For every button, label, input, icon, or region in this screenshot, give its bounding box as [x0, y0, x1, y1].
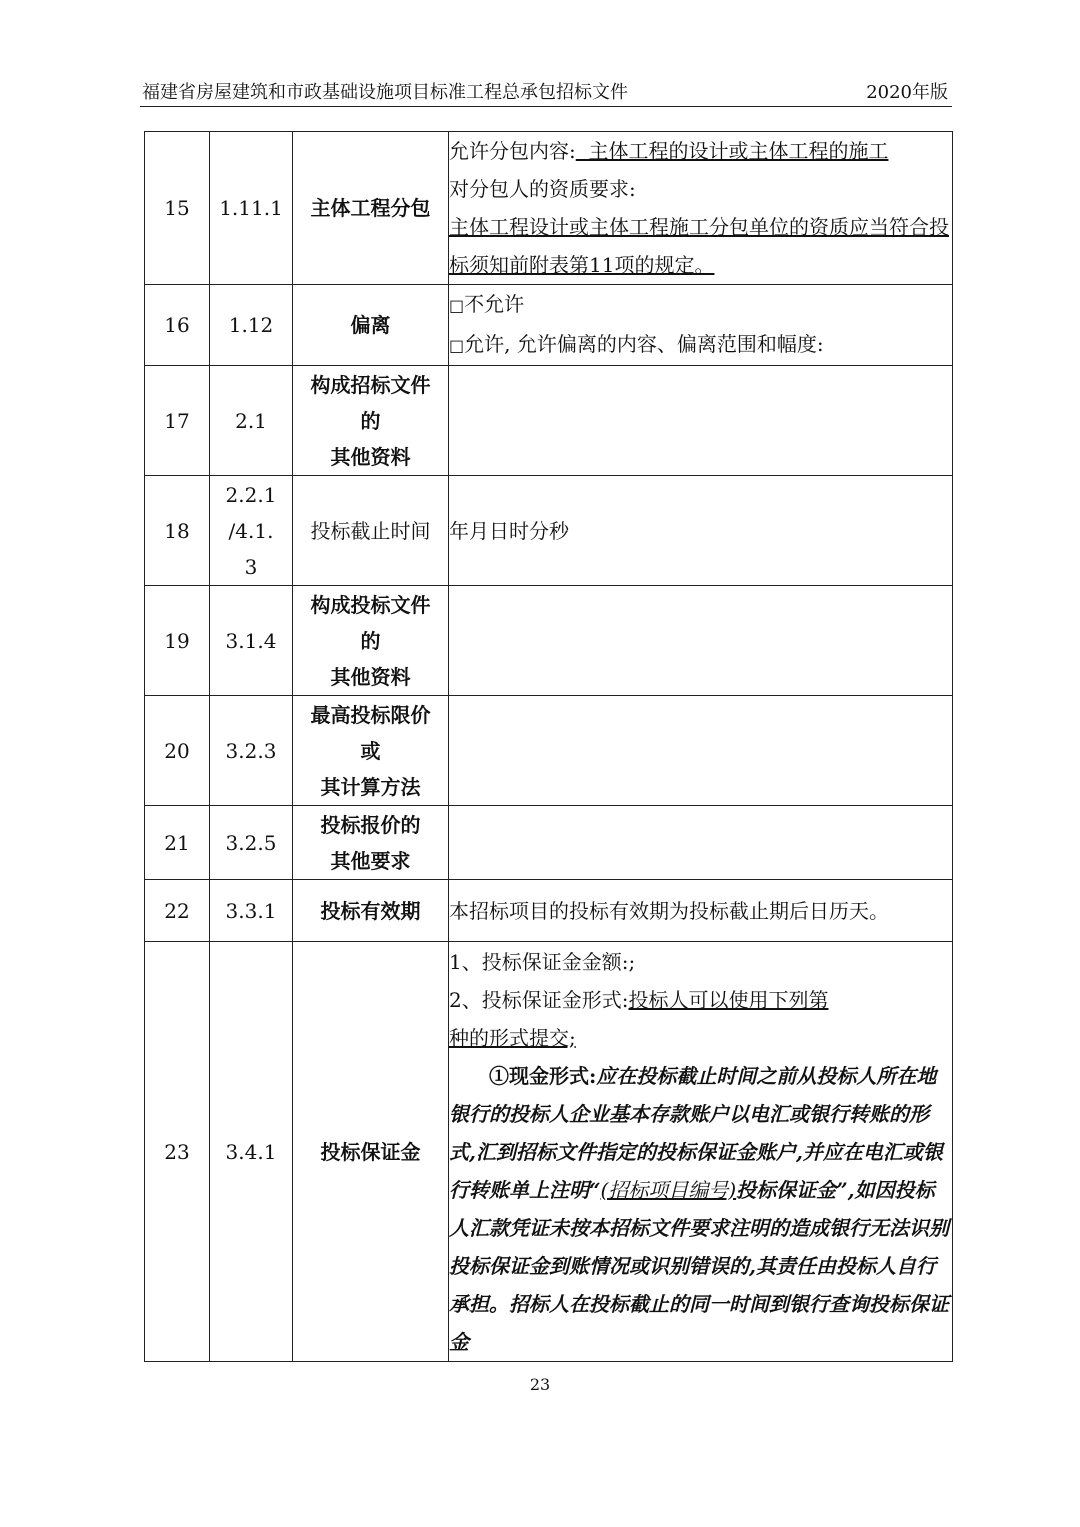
item-line: 或 [360, 738, 381, 763]
item-line: 的 [360, 628, 381, 653]
clause-number: 3.2.5 [210, 806, 293, 880]
option-line [449, 325, 952, 365]
cash-deposit-paragraph [449, 1057, 952, 1361]
table-row [145, 285, 953, 366]
item-content [449, 366, 953, 476]
item-name: 投标截止时间 [293, 476, 449, 586]
item-name [293, 366, 449, 476]
row-number: 19 [145, 586, 210, 696]
item-name: 主体工程分包 [293, 132, 449, 285]
table-row [145, 476, 953, 586]
item-content [449, 586, 953, 696]
row-number: 15 [145, 132, 210, 285]
item-content [449, 696, 953, 806]
item-name [293, 696, 449, 806]
item-content: 年月日时分秒 [449, 476, 953, 586]
row-number: 18 [145, 476, 210, 586]
option-label: 不允许 [464, 292, 525, 316]
clause-number: 3.3.1 [210, 880, 293, 942]
item-line: 其他要求 [330, 848, 411, 873]
document-title: 福建省房屋建筑和市政基础设施项目标准工程总承包招标文件 [142, 82, 628, 103]
item-name [293, 586, 449, 696]
paragraph-text: 应在投标截止时间之前从投标人所在地银行的投标人企业基本存款账户以电汇或银行转账的形式,汇到招标文件指定的投标保证金账户,并应在电汇或银行转账单上注明“ [449, 1063, 943, 1202]
bidding-info-table [144, 131, 953, 1362]
clause-number: 3.2.3 [210, 696, 293, 806]
paragraph-underlined: (招标项目编号) [600, 1177, 737, 1202]
content-line: 主体工程设计或主体工程施工分包单位的资质应当符合投标须知前附表第11项的规定。 [449, 215, 949, 277]
item-name: 投标有效期 [293, 880, 449, 942]
row-number: 20 [145, 696, 210, 806]
item-content [449, 285, 953, 366]
content-value: 主体工程的设计或主体工程的施工 [575, 139, 889, 163]
item-line: 构成投标文件 [310, 592, 431, 617]
item-content: 本招标项目的投标有效期为投标截止期后日历天。 [449, 880, 953, 942]
paragraph-lead: ①现金形式: [489, 1063, 597, 1088]
table-row [145, 586, 953, 696]
item-content [449, 942, 953, 1362]
table-row [145, 806, 953, 880]
checkbox-icon: □ [449, 296, 465, 315]
item-line: 投标报价的 [320, 812, 421, 837]
clause-number: 1.11.1 [210, 132, 293, 285]
item-content [449, 806, 953, 880]
page-header [140, 76, 952, 107]
content-label: 允许分包内容: [449, 139, 576, 163]
content-value: 投标人可以使用下列第 [628, 987, 829, 1012]
item-name: 投标保证金 [293, 942, 449, 1362]
clause-line: 2.2.1 [225, 482, 277, 507]
item-line: 的 [360, 408, 381, 433]
clause-line: 3 [244, 554, 258, 579]
clause-number [210, 476, 293, 586]
clause-number: 3.1.4 [210, 586, 293, 696]
option-line [449, 285, 952, 325]
table-row [145, 132, 953, 285]
row-number: 23 [145, 942, 210, 1362]
item-line: 构成招标文件 [310, 372, 431, 397]
table-row [145, 942, 953, 1362]
item-line: 其他资料 [330, 444, 411, 469]
clause-number: 2.1 [210, 366, 293, 476]
checkbox-icon: □ [449, 336, 465, 355]
clause-line: /4.1. [228, 518, 274, 543]
content-line: 种的形式提交; [449, 1025, 576, 1050]
table-row [145, 696, 953, 806]
content-line: 1、投标保证金金额:; [449, 949, 636, 974]
item-line: 其他资料 [330, 664, 411, 689]
row-number: 21 [145, 806, 210, 880]
row-number: 16 [145, 285, 210, 366]
row-number: 22 [145, 880, 210, 942]
item-name: 偏离 [293, 285, 449, 366]
content-line [449, 981, 952, 1019]
item-name [293, 806, 449, 880]
edition-label: 2020年版 [866, 82, 948, 103]
item-line: 其计算方法 [320, 774, 421, 799]
item-line: 最高投标限价 [310, 702, 431, 727]
option-label: 允许, 允许偏离的内容、偏离范围和幅度: [464, 332, 824, 356]
content-label: 2、投标保证金形式: [449, 987, 629, 1012]
table-row [145, 366, 953, 476]
row-number: 17 [145, 366, 210, 476]
clause-number: 3.4.1 [210, 942, 293, 1362]
item-content [449, 132, 953, 285]
content-line [449, 132, 952, 170]
page-number: 23 [529, 1375, 551, 1394]
paragraph-text: 投标保证金”,如因投标人汇款凭证未按本招标文件要求注明的造成银行无法识别投标保证金到账情况或识别错误的,其责任由投标人自行承担。招标人在投标截止的同一时间到银行查询投标保证金 [449, 1177, 949, 1354]
content-line: 对分包人的资质要求: [449, 177, 636, 201]
table-row [145, 880, 953, 942]
clause-number: 1.12 [210, 285, 293, 366]
